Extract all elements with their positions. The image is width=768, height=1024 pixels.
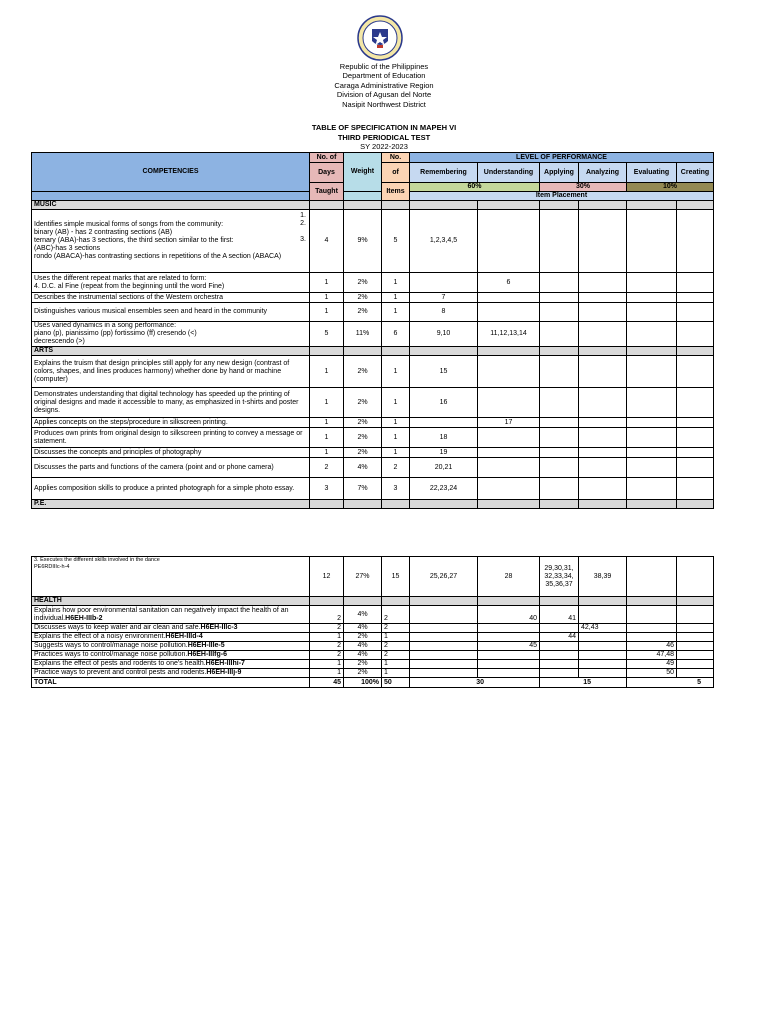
creating-cell <box>677 210 714 273</box>
items-cell: 1 <box>382 356 410 388</box>
days-cell: 2 <box>310 624 344 633</box>
weight-blank <box>344 192 382 201</box>
weight-cell: 7% <box>344 478 382 500</box>
analyzing-cell <box>579 606 627 624</box>
understanding-cell <box>478 428 540 448</box>
weight-cell: 2% <box>344 428 382 448</box>
items-cell: 15 <box>382 557 410 597</box>
competency-code: H6EH-IIId-4 <box>165 633 203 640</box>
items-cell: 1 <box>382 388 410 418</box>
remembering-cell: 20,21 <box>410 458 478 478</box>
competency-code: H6EH-IIIb-2 <box>65 614 103 622</box>
analyzing-cell: 38,39 <box>579 557 627 597</box>
understanding-cell <box>478 633 540 642</box>
weight-cell: 4% <box>344 624 382 633</box>
remembering-cell: 18 <box>410 428 478 448</box>
header-line-republic: Republic of the Philippines <box>339 62 429 71</box>
creating-cell <box>677 428 714 448</box>
analyzing-cell <box>579 448 627 458</box>
weight-cell: 2% <box>344 293 382 303</box>
days-cell: 2 <box>310 642 344 651</box>
applying-cell <box>540 660 579 669</box>
competency-cell: Distinguishes various musical ensembles seen and heard in the community <box>32 303 310 322</box>
col-competencies: COMPETENCIES <box>32 153 310 192</box>
remembering-cell <box>410 651 478 660</box>
applying-cell: 29,30,31, 32,33,34, 35,36,37 <box>540 557 579 597</box>
analyzing-cell <box>579 651 627 660</box>
items-cell: 3 <box>382 478 410 500</box>
section-row-pe <box>32 500 714 509</box>
section-label-pe: P.E. <box>32 500 310 509</box>
competency-cell <box>32 633 310 642</box>
analyzing-cell <box>579 273 627 293</box>
days-cell: 1 <box>310 356 344 388</box>
competency-text: Explains the effect of a noisy environment. <box>34 633 166 640</box>
items-cell: 1 <box>382 418 410 428</box>
table-row <box>32 669 714 678</box>
school-year-text: SY 2022-2023 <box>360 142 408 151</box>
table-row <box>32 322 714 347</box>
creating-cell <box>677 458 714 478</box>
days-cell: 1 <box>310 273 344 293</box>
days-cell: 3 <box>310 478 344 500</box>
items-cell: 1 <box>382 660 410 669</box>
total-items: 50 <box>382 678 410 688</box>
items-cell: 1 <box>382 669 410 678</box>
applying-cell <box>540 293 579 303</box>
table-row <box>32 428 714 448</box>
competency-text: Practices ways to control/manage noise pollution. <box>34 651 188 658</box>
tos-table-top <box>31 152 714 509</box>
evaluating-cell <box>627 557 677 597</box>
table-row <box>32 660 714 669</box>
competency-cell: Applies composition skills to produce a printed photograph for a simple photo essay. <box>32 478 310 500</box>
creating-cell <box>677 669 714 678</box>
days-cell: 1 <box>310 303 344 322</box>
competency-code: H6EH-IIIj-9 <box>206 669 242 676</box>
days-cell: 5 <box>310 322 344 347</box>
col-days-2: Days <box>310 163 344 183</box>
total-weight: 100% <box>344 678 382 688</box>
creating-cell <box>677 356 714 388</box>
level-analyzing: Analyzing <box>579 163 627 183</box>
competency-cell <box>32 642 310 651</box>
competency-cell: Discusses the parts and functions of the camera (point and or phone camera) <box>32 458 310 478</box>
table-row <box>32 293 714 303</box>
evaluating-cell: 49 <box>627 660 677 669</box>
remembering-cell: 9,10 <box>410 322 478 347</box>
weight-cell: 2% <box>344 356 382 388</box>
understanding-cell <box>478 624 540 633</box>
competency-cell: Explains the truism that design principles still apply for any new design (contrast of colors, shapes, and lines produces harmony) whether done by hand or machine (computer) <box>32 356 310 388</box>
items-cell: 1 <box>382 633 410 642</box>
remembering-cell <box>410 624 478 633</box>
weight-cell: 4% <box>344 458 382 478</box>
understanding-cell <box>478 303 540 322</box>
evaluating-cell <box>627 606 677 624</box>
items-cell: 6 <box>382 322 410 347</box>
weight-cell: 4% <box>344 606 382 624</box>
header-line-district: Nasipit Northwest District <box>342 99 426 109</box>
competency-text: Suggests ways to control/manage noise pollution. <box>34 642 188 649</box>
creating-cell <box>677 633 714 642</box>
understanding-cell: 28 <box>478 557 540 597</box>
understanding-cell: 40 <box>478 606 540 624</box>
weight-cell: 2% <box>344 669 382 678</box>
weight-cell: 9% <box>344 210 382 273</box>
pe-competency-code: PE6RDIIIc-h-4 <box>34 563 70 570</box>
creating-cell <box>677 660 714 669</box>
weight-cell: 2% <box>344 660 382 669</box>
applying-cell <box>540 418 579 428</box>
items-cell: 2 <box>382 606 410 624</box>
col-items-1: No. <box>382 153 410 163</box>
remembering-cell: 7 <box>410 293 478 303</box>
pe-competency-text: 3. Executes the different skills involved in the dance <box>34 557 160 563</box>
school-year <box>0 142 768 151</box>
evaluating-cell <box>627 322 677 347</box>
list-number: 2. <box>300 220 306 227</box>
table-row <box>32 624 714 633</box>
header-row-4 <box>32 192 714 201</box>
weight-cell: 2% <box>344 273 382 293</box>
competency-code: H6EH-IIIc-3 <box>200 624 238 631</box>
creating-cell <box>677 606 714 624</box>
pct-hots: 10% <box>627 183 714 192</box>
col-items-3: Items <box>382 183 410 201</box>
applying-cell: 44 <box>540 633 579 642</box>
section-row-music <box>32 201 714 210</box>
weight-cell: 4% <box>344 651 382 660</box>
remembering-cell: 1,2,3,4,5 <box>410 210 478 273</box>
table-row <box>32 651 714 660</box>
level-remembering: Remembering <box>410 163 478 183</box>
evaluating-cell <box>627 293 677 303</box>
total-row <box>32 678 714 688</box>
evaluating-cell <box>627 210 677 273</box>
analyzing-cell <box>579 458 627 478</box>
analyzing-cell <box>579 356 627 388</box>
remembering-cell: 16 <box>410 388 478 418</box>
analyzing-cell <box>579 303 627 322</box>
competency-cell: Produces own prints from original design to silkscreen printing to convey a message or statement. <box>32 428 310 448</box>
evaluating-cell <box>627 303 677 322</box>
total-mid: 15 <box>540 678 627 688</box>
applying-cell <box>540 651 579 660</box>
creating-cell <box>677 303 714 322</box>
remembering-cell: 19 <box>410 448 478 458</box>
applying-cell <box>540 303 579 322</box>
header-row-1 <box>32 153 714 163</box>
understanding-cell <box>478 651 540 660</box>
section-label-arts: ARTS <box>32 347 310 356</box>
creating-cell <box>677 557 714 597</box>
understanding-cell <box>478 293 540 303</box>
days-cell: 2 <box>310 606 344 624</box>
header-blank <box>32 192 310 201</box>
col-days-3: Taught <box>310 183 344 201</box>
weight-cell: 2% <box>344 388 382 418</box>
evaluating-cell: 47,48 <box>627 651 677 660</box>
competency-cell <box>32 606 310 624</box>
competency-cell <box>32 557 310 597</box>
competency-text: Practice ways to prevent and control pests and rodents. <box>34 669 207 676</box>
col-days-1: No. of <box>310 153 344 163</box>
days-cell: 1 <box>310 428 344 448</box>
section-label-health: HEALTH <box>32 597 310 606</box>
analyzing-cell <box>579 633 627 642</box>
evaluating-cell <box>627 428 677 448</box>
remembering-cell: 15 <box>410 356 478 388</box>
days-cell: 1 <box>310 418 344 428</box>
remembering-cell <box>410 418 478 428</box>
table-row <box>32 273 714 293</box>
col-weight: Weight <box>344 153 382 192</box>
items-cell: 2 <box>382 624 410 633</box>
weight-cell: 11% <box>344 322 382 347</box>
competency-cell <box>32 669 310 678</box>
header-block <box>0 62 768 109</box>
understanding-cell <box>478 388 540 418</box>
header-line-division: Division of Agusan del Norte <box>336 90 432 100</box>
list-number: 1. <box>300 212 306 219</box>
deped-seal-icon <box>357 15 403 61</box>
analyzing-cell <box>579 322 627 347</box>
weight-cell: 27% <box>344 557 382 597</box>
analyzing-cell <box>579 478 627 500</box>
remembering-cell <box>410 273 478 293</box>
competency-cell: Demonstrates understanding that digital technology has speeded up the printing of original designs and made it accessible to many, as emphasized in t-shirts and poster designs. <box>32 388 310 418</box>
understanding-cell: 11,12,13,14 <box>478 322 540 347</box>
remembering-cell <box>410 660 478 669</box>
remembering-cell: 25,26,27 <box>410 557 478 597</box>
table-row <box>32 356 714 388</box>
analyzing-cell <box>579 660 627 669</box>
items-cell: 2 <box>382 642 410 651</box>
remembering-cell <box>410 606 478 624</box>
applying-cell <box>540 322 579 347</box>
remembering-cell <box>410 633 478 642</box>
list-number: 3. <box>300 236 306 243</box>
table-row <box>32 303 714 322</box>
competency-code: H6EH-IIIhi-7 <box>205 660 245 667</box>
creating-cell <box>677 418 714 428</box>
section-label-music: MUSIC <box>32 201 310 210</box>
competency-code: H6EH-IIIfg-6 <box>187 651 227 658</box>
competency-cell: Discusses the concepts and principles of photography <box>32 448 310 458</box>
total-days: 45 <box>310 678 344 688</box>
understanding-cell: 17 <box>478 418 540 428</box>
competency-cell: Uses varied dynamics in a song performance: piano (p), pianissimo (pp) fortissimo (ff) cresendo (<) decrescendo (>) <box>32 322 310 347</box>
competency-cell <box>32 210 310 273</box>
days-cell: 1 <box>310 293 344 303</box>
creating-cell <box>677 293 714 303</box>
table-row <box>32 418 714 428</box>
applying-cell <box>540 624 579 633</box>
table-row <box>32 478 714 500</box>
table-row <box>32 458 714 478</box>
header-line-region: Caraga Administrative Region <box>334 80 434 90</box>
applying-cell: 41 <box>540 606 579 624</box>
total-label: TOTAL <box>32 678 310 688</box>
days-cell: 1 <box>310 633 344 642</box>
understanding-cell: 45 <box>478 642 540 651</box>
evaluating-cell <box>627 388 677 418</box>
level-of-performance-header: LEVEL OF PERFORMANCE <box>410 153 714 163</box>
total-hots: 5 <box>627 678 714 688</box>
days-cell: 1 <box>310 660 344 669</box>
understanding-cell <box>478 356 540 388</box>
applying-cell <box>540 478 579 500</box>
competency-cell: Applies concepts on the steps/procedure in silkscreen printing. <box>32 418 310 428</box>
level-evaluating: Evaluating <box>627 163 677 183</box>
section-row-arts <box>32 347 714 356</box>
table-row <box>32 557 714 597</box>
items-cell: 1 <box>382 293 410 303</box>
evaluating-cell <box>627 478 677 500</box>
level-applying: Applying <box>540 163 579 183</box>
item-placement-header: Item Placement <box>410 192 714 201</box>
applying-cell <box>540 448 579 458</box>
analyzing-cell: 42,43 <box>579 624 627 633</box>
understanding-cell <box>478 478 540 500</box>
table-row <box>32 448 714 458</box>
evaluating-cell <box>627 418 677 428</box>
days-cell: 1 <box>310 669 344 678</box>
applying-cell <box>540 210 579 273</box>
analyzing-cell <box>579 388 627 418</box>
creating-cell <box>677 322 714 347</box>
competency-cell: Uses the different repeat marks that are related to form: 4. D.C. al Fine (repeat from the beginning until the word Fine) <box>32 273 310 293</box>
weight-cell: 2% <box>344 418 382 428</box>
remembering-cell <box>410 642 478 651</box>
weight-cell: 2% <box>344 633 382 642</box>
evaluating-cell <box>627 458 677 478</box>
col-items-2: of <box>382 163 410 183</box>
analyzing-cell <box>579 669 627 678</box>
creating-cell <box>677 388 714 418</box>
applying-cell <box>540 669 579 678</box>
analyzing-cell <box>579 642 627 651</box>
items-cell: 1 <box>382 303 410 322</box>
days-cell: 4 <box>310 210 344 273</box>
understanding-cell: 6 <box>478 273 540 293</box>
creating-cell <box>677 273 714 293</box>
table-row <box>32 633 714 642</box>
applying-cell <box>540 273 579 293</box>
evaluating-cell <box>627 633 677 642</box>
title-line-2: THIRD PERIODICAL TEST <box>337 132 431 142</box>
competency-text: Explains how poor environmental sanitation can negatively impact the health of an individual. <box>34 606 289 622</box>
understanding-cell <box>478 669 540 678</box>
level-creating: Creating <box>677 163 714 183</box>
analyzing-cell <box>579 428 627 448</box>
items-cell: 1 <box>382 273 410 293</box>
understanding-cell <box>478 660 540 669</box>
evaluating-cell: 50 <box>627 669 677 678</box>
analyzing-cell <box>579 293 627 303</box>
competency-text: Discusses ways to keep water and air clean and safe. <box>34 624 201 631</box>
section-row-health <box>32 597 714 606</box>
creating-cell <box>677 642 714 651</box>
applying-cell <box>540 388 579 418</box>
items-cell: 2 <box>382 458 410 478</box>
competency-cell <box>32 660 310 669</box>
applying-cell <box>540 458 579 478</box>
remembering-cell: 22,23,24 <box>410 478 478 500</box>
evaluating-cell <box>627 624 677 633</box>
competency-cell: Describes the instrumental sections of the Western orchestra <box>32 293 310 303</box>
days-cell: 12 <box>310 557 344 597</box>
items-cell: 1 <box>382 448 410 458</box>
days-cell: 2 <box>310 458 344 478</box>
remembering-cell <box>410 669 478 678</box>
items-cell: 5 <box>382 210 410 273</box>
days-cell: 1 <box>310 388 344 418</box>
evaluating-cell <box>627 356 677 388</box>
header-line-department: Department of Education <box>342 71 426 81</box>
table-row <box>32 388 714 418</box>
creating-cell <box>677 624 714 633</box>
pct-lots: 60% <box>410 183 540 192</box>
creating-cell <box>677 448 714 458</box>
pct-mid: 30% <box>540 183 627 192</box>
table-row <box>32 642 714 651</box>
applying-cell <box>540 428 579 448</box>
understanding-cell <box>478 448 540 458</box>
creating-cell <box>677 478 714 500</box>
total-lots: 30 <box>410 678 540 688</box>
weight-cell: 2% <box>344 448 382 458</box>
creating-cell <box>677 651 714 660</box>
items-cell: 2 <box>382 651 410 660</box>
tos-table-bottom <box>31 556 714 688</box>
table-row <box>32 210 714 273</box>
remembering-cell: 8 <box>410 303 478 322</box>
document-title <box>0 123 768 142</box>
analyzing-cell <box>579 210 627 273</box>
competency-text: Explains the effect of pests and rodents to one's health. <box>34 660 206 667</box>
understanding-cell <box>478 210 540 273</box>
table-row <box>32 606 714 624</box>
days-cell: 2 <box>310 651 344 660</box>
evaluating-cell <box>627 273 677 293</box>
competency-cell <box>32 624 310 633</box>
evaluating-cell: 46 <box>627 642 677 651</box>
level-understanding: Understanding <box>478 163 540 183</box>
understanding-cell <box>478 458 540 478</box>
applying-cell <box>540 356 579 388</box>
competency-cell <box>32 651 310 660</box>
items-cell: 1 <box>382 428 410 448</box>
weight-cell: 4% <box>344 642 382 651</box>
applying-cell <box>540 642 579 651</box>
days-cell: 1 <box>310 448 344 458</box>
weight-cell: 2% <box>344 303 382 322</box>
evaluating-cell <box>627 448 677 458</box>
competency-code: H6EH-IIIe-5 <box>187 642 225 649</box>
title-line-1: TABLE OF SPECIFICATION IN MAPEH VI <box>311 123 457 132</box>
competency-text: Identifies simple musical forms of songs from the community: binary (AB) - has 2 contrasting sections (AB) ternary (ABA)-has 3 sections, the third section similar to the first: (ABC)-has 3 sections rondo (ABACA)-has contrasting sections in repetitions of the A section (ABACA) <box>34 221 282 260</box>
analyzing-cell <box>579 418 627 428</box>
